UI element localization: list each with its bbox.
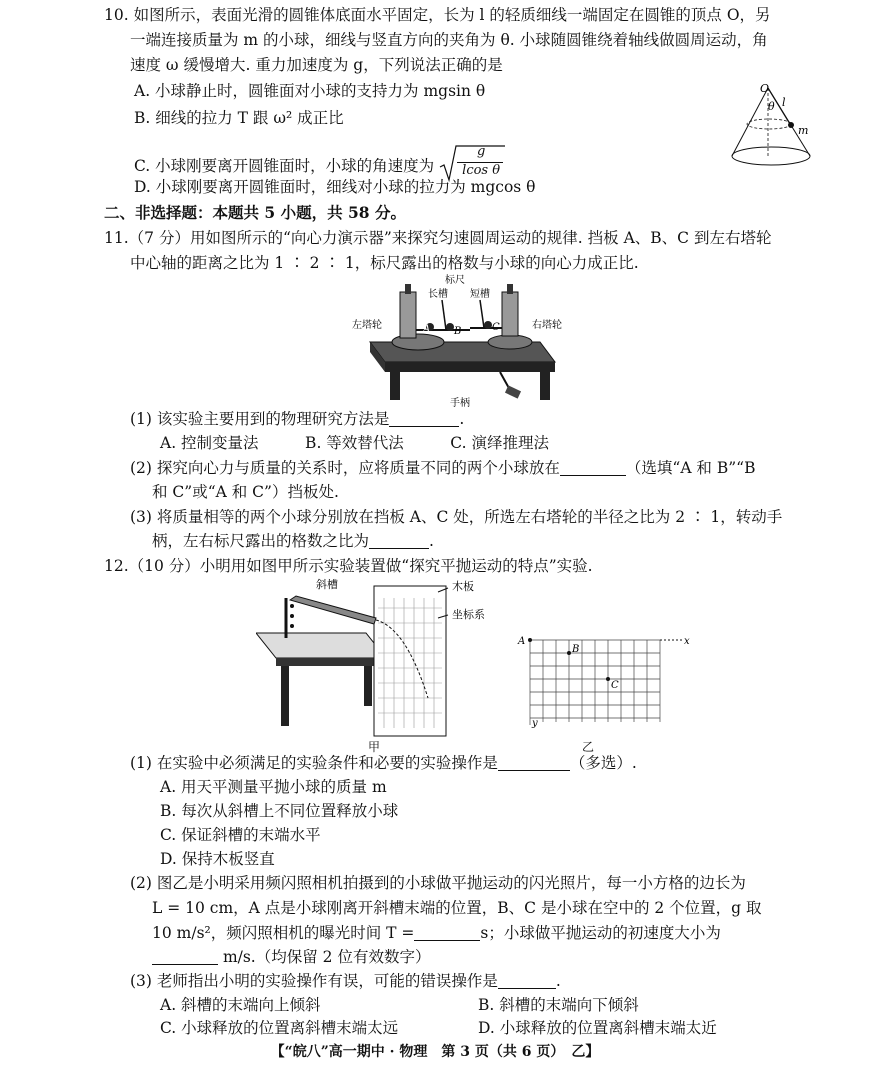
cone-label-m: m xyxy=(798,124,809,137)
apparatus-label-left-wheel: 左塔轮 xyxy=(352,320,382,331)
grid-label-b: B xyxy=(572,644,580,655)
apparatus-label-ruler: 标尺 xyxy=(445,275,465,286)
q11-part-1-end: . xyxy=(459,410,465,428)
figure-yi-caption: 乙 xyxy=(582,740,595,754)
q12-part-2-line-3 xyxy=(152,922,721,944)
q12-part-3-text: (3) 老师指出小明的实验操作有误，可能的错误操作是 xyxy=(130,972,498,990)
q11-part-3-text: 柄，左右标尺露出的格数之比为 xyxy=(152,532,370,550)
cone-label-o: O xyxy=(760,82,770,95)
q11-part-1-options: A. 控制变量法 B. 等效替代法 C. 演绎推理法 xyxy=(160,434,549,452)
apparatus-label-c: C xyxy=(492,322,500,333)
apparatus-label-handle: 手柄 xyxy=(450,398,470,409)
q12-option-c: C. 保证斜槽的末端水平 xyxy=(160,826,321,844)
projectile-apparatus-figure xyxy=(256,578,506,748)
projectile-grid-figure xyxy=(510,630,710,730)
q11-part-1 xyxy=(130,408,464,430)
q12-line-1: 12.（10 分）小明用如图甲所示实验装置做“探究平抛运动的特点”实验. xyxy=(104,557,593,575)
q12-part-3-end: . xyxy=(555,972,561,990)
apparatus-label-chute: 斜槽 xyxy=(316,578,338,591)
q12-part-2-line-4 xyxy=(152,946,430,968)
q10-option-a: A. 小球静止时，圆锥面对小球的支持力为 mgsin θ xyxy=(134,82,486,100)
answer-blank[interactable] xyxy=(498,972,556,989)
q11-part-2-choices: （选填“A 和 B”“B xyxy=(625,459,756,477)
grid-label-x: x xyxy=(684,636,690,647)
answer-blank[interactable] xyxy=(152,948,218,965)
q11-line-2: 中心轴的距离之比为 1 ∶ 2 ∶ 1，标尺露出的格数与小球的向心力成正比. xyxy=(130,254,639,272)
q11-part-2-cont: 和 C”或“A 和 C”）挡板处. xyxy=(152,483,339,501)
q11-part-3: (3) 将质量相等的两个小球分别放在挡板 A、C 处，所选左右塔轮的半径之比为 2 ∶ 1，转动手 xyxy=(130,508,783,526)
q10-option-d: D. 小球刚要离开圆锥面时，细线对小球的拉力为 mgcos θ xyxy=(134,178,536,196)
page-footer: 【“皖八”高一期中 · 物理 第 3 页（共 6 页） 乙】 xyxy=(270,1044,600,1060)
q10-option-b: B. 细线的拉力 T 跟 ω² 成正比 xyxy=(134,109,344,127)
q12-part-3-option-b: B. 斜槽的末端向下倾斜 xyxy=(478,996,639,1014)
q11-part-2-text: (2) 探究向心力与质量的关系时，应将质量不同的两个小球放在 xyxy=(130,459,560,477)
q10-line-2: 一端连接质量为 m 的小球，细线与竖直方向的夹角为 θ. 小球随圆锥绕着轴线做圆周运动，角 xyxy=(130,31,768,49)
q12-part-3 xyxy=(130,970,561,992)
apparatus-label-short-slot: 短槽 xyxy=(470,289,490,300)
q12-part-2-line-2: L = 10 cm，A 点是小球刚离开斜槽末端的位置，B、C 是小球在空中的 2 个位置，g 取 xyxy=(152,899,762,917)
apparatus-label-right-wheel: 右塔轮 xyxy=(532,320,562,331)
q12-part-1-text: (1) 在实验中必须满足的实验条件和必要的实验操作是 xyxy=(130,754,498,772)
q11-part-3-end: . xyxy=(429,532,434,550)
q12-part-1 xyxy=(130,752,637,774)
apparatus-label-coords: 坐标系 xyxy=(452,608,485,621)
q11-part-2 xyxy=(130,457,756,479)
q12-option-a: A. 用天平测量平抛小球的质量 m xyxy=(160,778,387,796)
q10-line-1: 10. 如图所示，表面光滑的圆锥体底面水平固定，长为 l 的轻质细线一端固定在圆锥的顶点 O，另 xyxy=(104,6,771,24)
grid-label-y: y xyxy=(532,718,538,729)
apparatus-label-a: A xyxy=(423,324,431,335)
sqrt-numerator: g xyxy=(476,144,486,159)
section-2-header: 二、非选择题：本题共 5 小题，共 58 分。 xyxy=(104,203,406,222)
answer-blank[interactable] xyxy=(389,410,459,427)
q12-option-d: D. 保持木板竖直 xyxy=(160,850,275,868)
apparatus-label-board: 木板 xyxy=(452,580,474,593)
grid-label-a: A xyxy=(518,636,526,647)
q12-part-3-option-d: D. 小球释放的位置离斜槽末端太近 xyxy=(478,1019,717,1037)
answer-blank[interactable] xyxy=(498,754,570,771)
cone-figure xyxy=(724,82,824,172)
q11-line-1: 11.（7 分）用如图所示的“向心力演示器”来探究匀速圆周运动的规律. 挡板 A、B、C 到左右塔轮 xyxy=(104,229,772,247)
q12-part-3-option-c: C. 小球释放的位置离斜槽末端太远 xyxy=(160,1019,399,1037)
q12-part-2-line-1: (2) 图乙是小明采用频闪照相机拍摄到的小球做平抛运动的闪光照片，每一小方格的边长为 xyxy=(130,874,746,892)
answer-blank[interactable] xyxy=(369,532,429,549)
answer-blank[interactable] xyxy=(560,459,626,476)
centripetal-apparatus-figure xyxy=(350,272,570,410)
q12-part-3-option-a: A. 斜槽的末端向上倾斜 xyxy=(160,996,321,1014)
q10-option-c-text: C. 小球刚要离开圆锥面时，小球的角速度为 xyxy=(134,157,435,175)
grid-label-c: C xyxy=(611,680,619,691)
q10-line-3: 速度 ω 缓慢增大. 重力加速度为 g，下列说法正确的是 xyxy=(130,56,503,74)
q12-part-2-text: 10 m/s²，频闪照相机的曝光时间 T = xyxy=(152,924,415,942)
q12-part-1-end: （多选）. xyxy=(569,754,637,772)
cone-label-theta: θ xyxy=(768,100,775,113)
cone-label-l: l xyxy=(782,96,786,109)
q12-option-b: B. 每次从斜槽上不同位置释放小球 xyxy=(160,802,399,820)
answer-blank[interactable] xyxy=(414,924,480,941)
q11-part-3-cont xyxy=(152,530,434,552)
q12-part-2-unit: m/s.（均保留 2 位有效数字） xyxy=(222,948,431,966)
sqrt-denominator: lcos θ xyxy=(462,163,501,178)
apparatus-label-b: B xyxy=(454,326,462,337)
q11-part-1-text: (1) 该实验主要用到的物理研究方法是 xyxy=(130,410,390,428)
figure-jia-caption: 甲 xyxy=(368,740,381,754)
apparatus-label-long-slot: 长槽 xyxy=(428,289,448,300)
q12-part-2-text-b: s；小球做平抛运动的初速度大小为 xyxy=(480,924,721,942)
